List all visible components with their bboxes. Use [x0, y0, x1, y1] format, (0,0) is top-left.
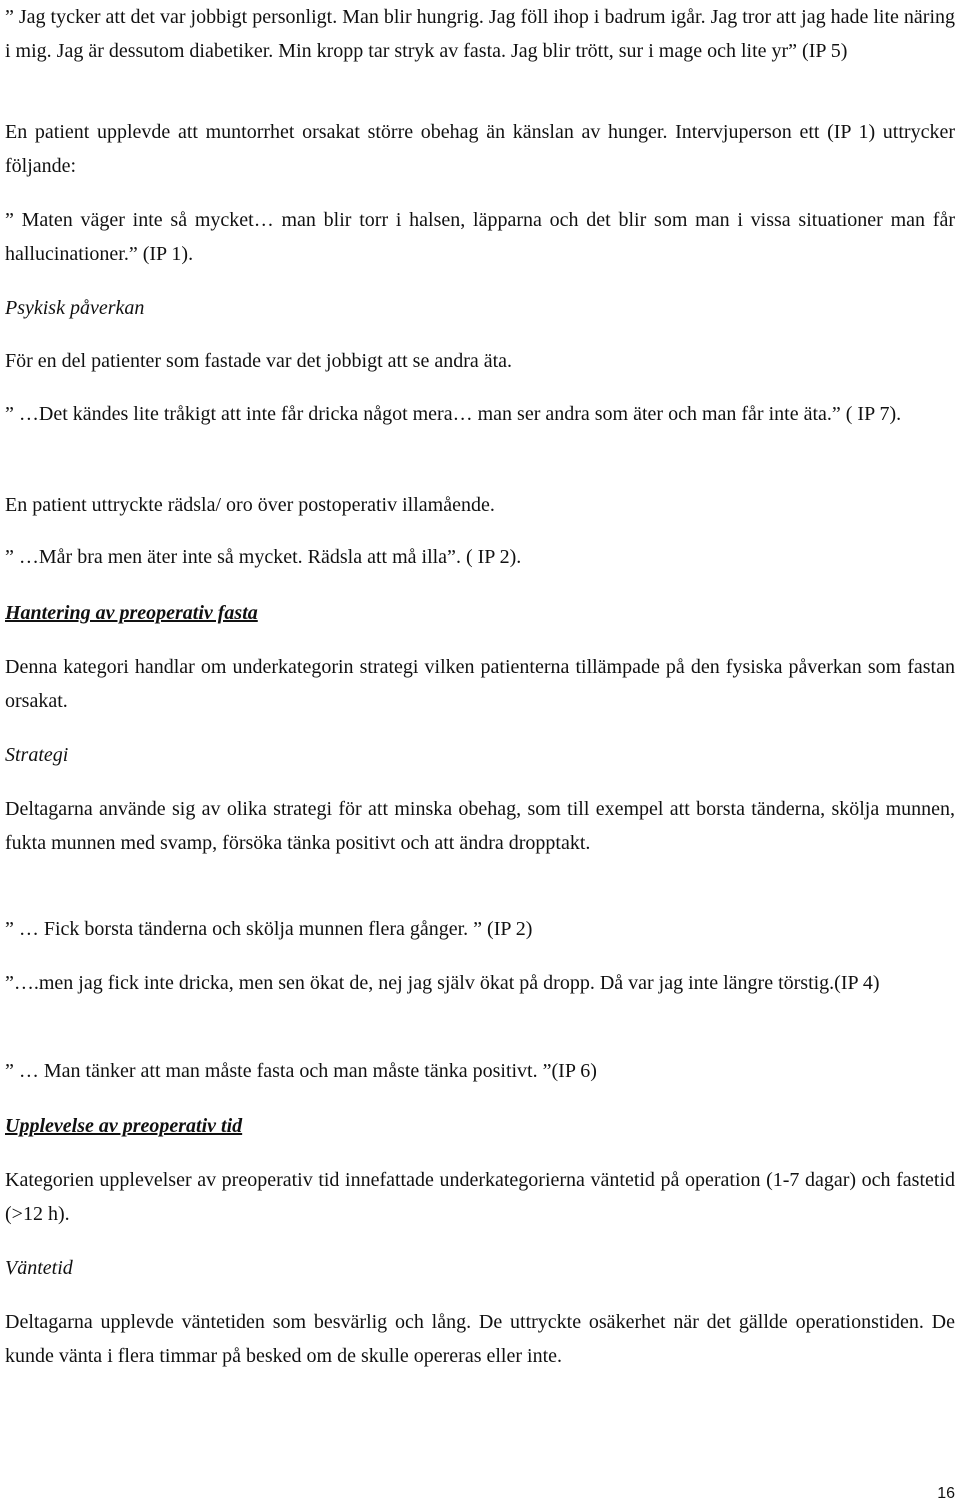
quote-ip7: ” …Det kändes lite tråkigt att inte får dricka något mera… man ser andra som äter och man får inte äta.” ( IP 7). [5, 403, 902, 425]
heading-psykisk-paverkan: Psykisk påverkan [5, 297, 145, 319]
paragraph-dry-mouth: En patient upplevde att muntorrhet orsakat större obehag än känslan av hunger. Intervjuperson ett (IP 1) uttrycker följande: [5, 121, 955, 177]
paragraph-strategier: Deltagarna använde sig av olika strategi för att minska obehag, som till exempel att borsta tänderna, skölja munnen, fukta munnen med svamp, försöka tänka positivt och att ändra dropptakt. [5, 798, 955, 854]
heading-strategi: Strategi [5, 744, 69, 766]
paragraph-watching-others-eat: För en del patienter som fastade var det jobbigt att se andra äta. [5, 350, 513, 372]
heading-vantetid: Väntetid [5, 1257, 73, 1279]
paragraph-kategorien: Kategorien upplevelser av preoperativ tid innefattade underkategorierna väntetid på operation (1-7 dagar) och fastetid (>12 h). [5, 1169, 955, 1225]
heading-hantering: Hantering av preoperativ fasta [5, 602, 258, 624]
heading-upplevelse: Upplevelse av preoperativ tid [5, 1115, 243, 1137]
quote-ip1: ” Maten väger inte så mycket… man blir torr i halsen, läpparna och det blir som man i vissa situationer man får hallucinationer.” (IP 1). [5, 209, 955, 265]
page-number: 16 [937, 1485, 955, 1502]
quote-ip5: ” Jag tycker att det var jobbigt personligt. Man blir hungrig. Jag föll ihop i badrum igår. Jag tror att jag hade lite näring i mig. Jag är dessutom diabetiker. Min kropp tar stryk av fasta. Jag blir trött, sur i mage och lite yr” (IP 5) [5, 6, 955, 62]
quote-ip2-nausea: ” …Mår bra men äter inte så mycket. Rädsla att må illa”. ( IP 2). [5, 546, 522, 568]
paragraph-vantetid: Deltagarna upplevde väntetiden som besvärlig och lång. De uttryckte osäkerhet när det gällde operationstiden. De kunde vänta i flera timmar på besked om de skulle opereras eller inte. [5, 1311, 955, 1367]
quote-ip2-brush: ” … Fick borsta tänderna och skölja munnen flera gånger. ” (IP 2) [5, 918, 533, 940]
paragraph-kategori-strategi: Denna kategori handlar om underkategorin strategi vilken patienterna tillämpade på den fysiska påverkan som fastan orsakat. [5, 656, 955, 712]
quote-ip4: ”….men jag fick inte dricka, men sen ökat de, nej jag själv ökat på dropp. Då var jag inte längre törstig.(IP 4) [5, 972, 880, 994]
quote-ip6: ” … Man tänker att man måste fasta och man måste tänka positivt. ”(IP 6) [5, 1060, 597, 1082]
paragraph-nausea-fear: En patient uttryckte rädsla/ oro över postoperativ illamående. [5, 494, 495, 516]
